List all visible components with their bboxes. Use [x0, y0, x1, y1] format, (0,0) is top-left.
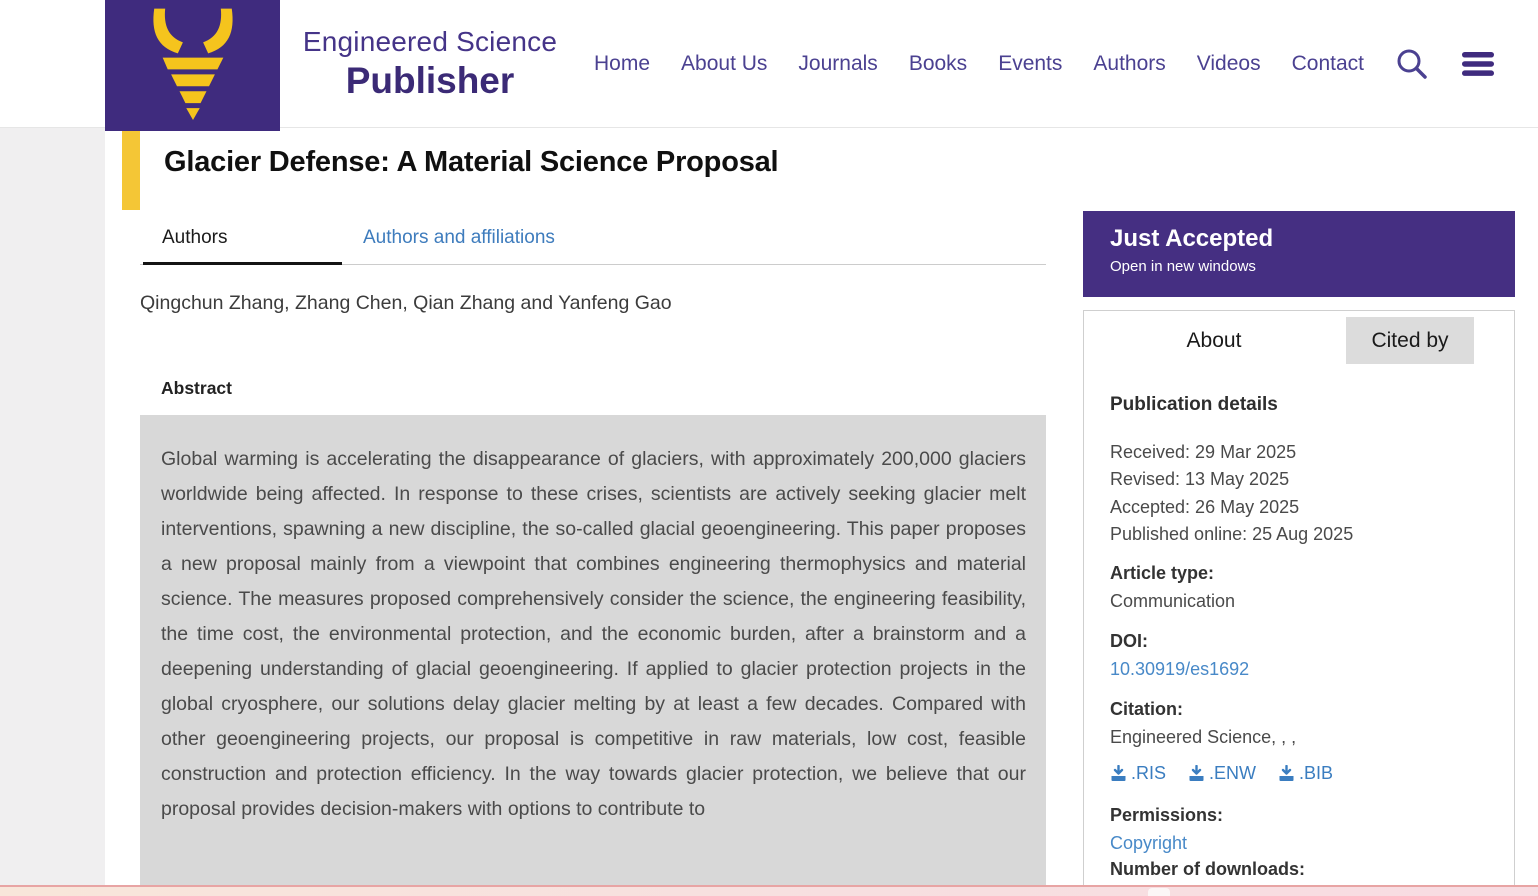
search-icon[interactable]: [1395, 47, 1429, 81]
nav-home[interactable]: Home: [594, 52, 651, 75]
article-type-value: Communication: [1110, 591, 1236, 611]
article-type-label: Article type:: [1110, 563, 1215, 583]
tab-authors-and-affiliations[interactable]: Authors and affiliations: [363, 227, 555, 248]
download-icon: [1110, 765, 1127, 782]
author-names: Qingchun Zhang, Zhang Chen, Qian Zhang and Yanfeng Gao: [140, 292, 672, 314]
nav-about-us[interactable]: About Us: [681, 52, 768, 75]
abstract-text: Global warming is accelerating the disappearance of glaciers, with approximately 200,000 glaciers worldwide being affected. In response to these crises, scientists are actively seeking glacier melt interventions, spawning a new discipline, the so-called glacial geoengineering. This paper proposes a new proposal mainly from a viewpoint that combines engineering thermophysics and material science. The measures proposed comprehensively consider the science, the engineering feasibility, the time cost, the environmental protection, and the economic burden, after a brainstorm and a deepening understanding of glacial geoengineering. If applied to glacier protection projects in the global cryosphere, our solutions delay glacier melting by at least a few decades. Compared with other geoengineering projects, our proposal is competitive in raw materials, low cost, feasible construction and protection efficiency. In the way towards glacier protection, we believe that our proposal provides decision-makers with options to contribute to: [161, 448, 1026, 820]
download-enw-link[interactable]: [1188, 763, 1256, 784]
received-date: Received: 29 Mar 2025: [1110, 442, 1297, 462]
just-accepted-subtitle: Open in new windows: [1110, 258, 1256, 275]
article-info-panel: [1083, 310, 1515, 896]
tab-about[interactable]: About: [1186, 329, 1242, 352]
tab-authors[interactable]: Authors: [162, 227, 228, 248]
nav-videos[interactable]: Videos: [1196, 52, 1261, 75]
download-enw-label: .ENW: [1209, 763, 1257, 783]
download-ris-label: .RIS: [1131, 763, 1167, 783]
active-tab-underline: [143, 262, 342, 265]
title-accent-bar: [122, 128, 140, 210]
nav-authors[interactable]: Authors: [1093, 52, 1166, 75]
publisher-logo[interactable]: [105, 0, 280, 131]
download-icon: [1188, 765, 1205, 782]
permissions-label: Permissions:: [1110, 805, 1224, 825]
wordmark-line2: Publisher: [345, 60, 515, 101]
hamburger-menu-icon[interactable]: [1460, 49, 1496, 79]
abstract-box: [140, 415, 1046, 896]
left-gutter: [0, 128, 105, 896]
main-nav: [594, 0, 1496, 128]
revised-date: Revised: 13 May 2025: [1110, 469, 1290, 489]
abstract-heading: Abstract: [161, 378, 232, 398]
published-online-date: Published online: 25 Aug 2025: [1110, 524, 1354, 544]
citation-downloads: [1110, 763, 1500, 784]
nav-journals[interactable]: Journals: [798, 52, 878, 75]
accepted-date: Accepted: 26 May 2025: [1110, 497, 1300, 517]
doi-link[interactable]: 10.30919/es1692: [1110, 659, 1250, 679]
nav-contact[interactable]: Contact: [1291, 52, 1364, 75]
cookie-banner-edge: [0, 885, 1538, 896]
just-accepted-banner[interactable]: [1083, 211, 1515, 297]
copyright-link[interactable]: Copyright: [1110, 833, 1188, 853]
page-title: Glacier Defense: A Material Science Proposal: [164, 146, 779, 178]
citation-value: Engineered Science, , ,: [1110, 727, 1297, 747]
bull-logo-icon: [138, 7, 248, 125]
wordmark-line1: Engineered Science: [302, 26, 558, 57]
cookie-banner-button-edge: [1148, 888, 1170, 896]
publication-details-heading: Publication details: [1110, 394, 1278, 415]
nav-events[interactable]: Events: [998, 52, 1063, 75]
number-of-downloads-label: Number of downloads:: [1110, 859, 1305, 879]
download-bib-label: .BIB: [1299, 763, 1334, 783]
download-ris-link[interactable]: [1110, 763, 1166, 784]
doi-label: DOI:: [1110, 631, 1148, 651]
citation-label: Citation:: [1110, 699, 1183, 719]
download-bib-link[interactable]: [1278, 763, 1333, 784]
download-icon: [1278, 765, 1295, 782]
tab-cited-by[interactable]: Cited by: [1346, 317, 1474, 364]
nav-books[interactable]: Books: [908, 52, 968, 75]
just-accepted-title: Just Accepted: [1110, 225, 1274, 252]
publisher-wordmark[interactable]: [290, 26, 570, 102]
